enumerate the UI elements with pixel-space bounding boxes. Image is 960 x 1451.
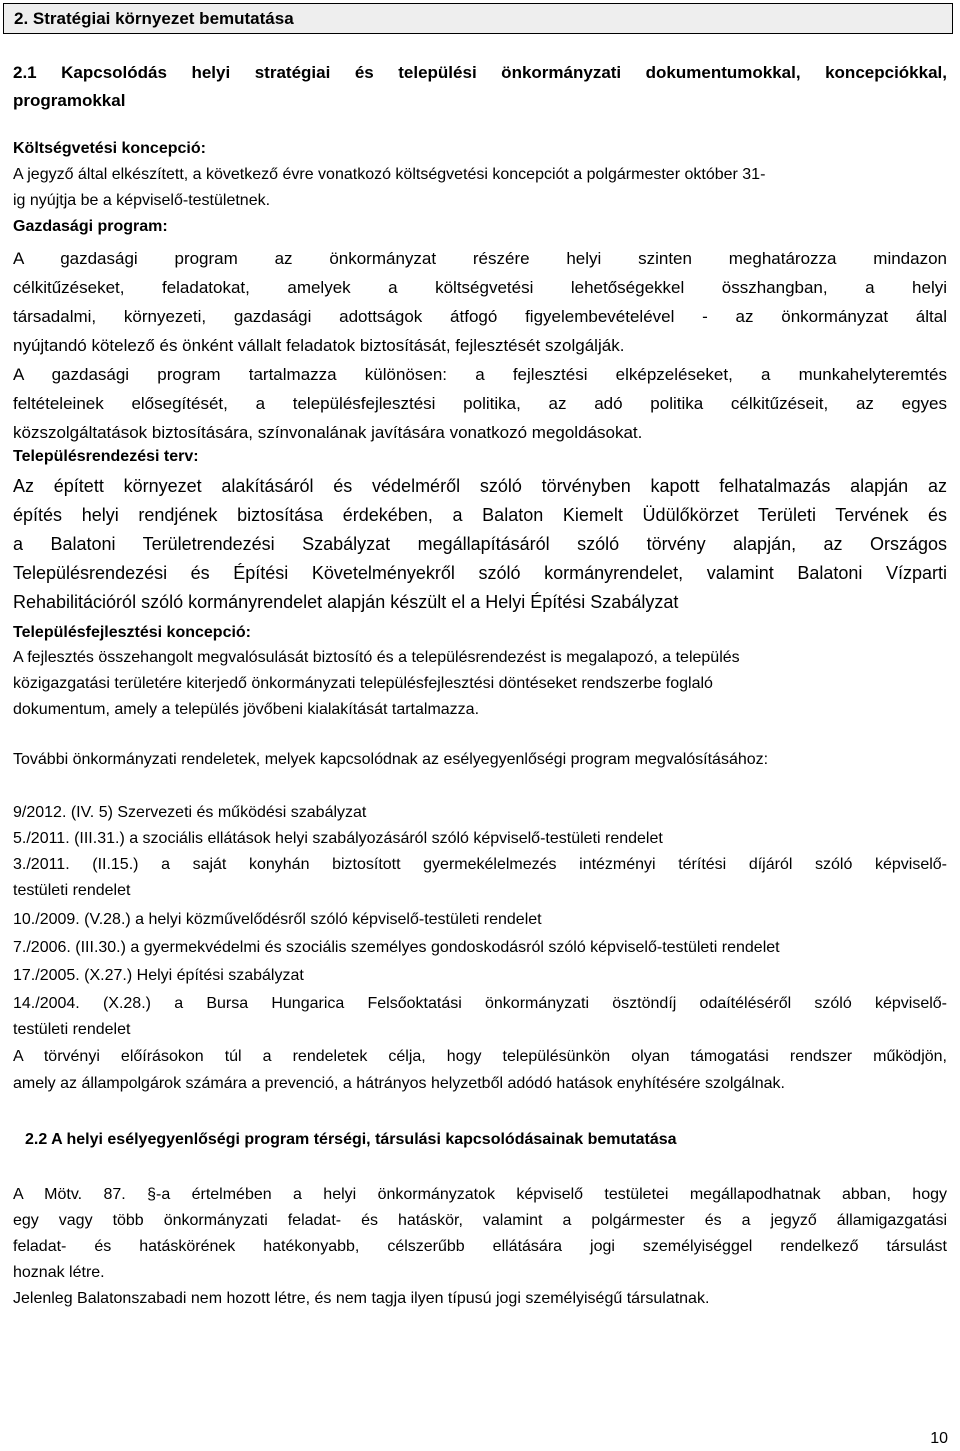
gazdasagi-p2-line1: A gazdasági program tartalmazza különösen: a fejlesztési elképzeléseket, a munkahelyteremtés <box>13 365 947 384</box>
section-2-1-heading-line2: programokkal <box>13 91 126 110</box>
main-heading: 2. Stratégiai környezet bemutatása <box>14 9 294 28</box>
gazdasagi-p1-line3: társadalmi, környezeti, gazdasági adottságok átfogó figyelembevételével - az önkormányzat által <box>13 307 947 326</box>
section-2-2-line5: Jelenleg Balatonszabadi nem hozott létre, és nem tagja ilyen típusú jogi személyiségű társulatnak. <box>13 1290 710 1307</box>
rendeletek-intro: További önkormányzati rendeletek, melyek kapcsolódnak az esélyegyenlőségi program megvalósításához: <box>13 751 769 768</box>
section-2-2-line4: hoznak létre. <box>13 1264 105 1281</box>
gazdasagi-p2-line2: feltételeinek elősegítését, a településfejlesztési politika, az adó politika célkitűzéseit, az egyes <box>13 394 947 413</box>
rendelet-item: 10./2009. (V.28.) a helyi közművelődésről szóló képviselő-testületi rendelet <box>13 911 542 928</box>
rendelet-item: 3./2011. (II.15.) a saját konyhán biztosított gyermekélelmezés intézményi térítési díjáról szóló képviselő- <box>13 856 947 873</box>
main-heading-bar <box>3 3 953 34</box>
rendelet-item-continued: testületi rendelet <box>13 882 131 899</box>
section-2-2-heading: 2.2 A helyi esélyegyenlőségi program térségi, társulási kapcsolódásainak bemutatása <box>25 1131 677 1148</box>
gazdasagi-p1-line2: célkitűzéseket, feladatokat, amelyek a költségvetési lehetőségekkel összhangban, a helyi <box>13 278 947 297</box>
rendelet-item: 5./2011. (III.31.) a szociális ellátások helyi szabályozásáról szóló képviselő-testületi rendelet <box>13 830 663 847</box>
koltsegvetesi-line2: ig nyújtja be a képviselő-testületnek. <box>13 192 271 209</box>
gazdasagi-p1-line4: nyújtandó kötelező és önként vállalt feladatok biztosítását, fejlesztését szolgálják. <box>13 336 625 355</box>
rendelet-item: 7./2006. (III.30.) a gyermekvédelmi és szociális személyes gondoskodásról szóló képviselő-testületi rendelet <box>13 939 780 956</box>
section-2-2-line1: A Mötv. 87. §-a értelmében a helyi önkormányzatok képviselő testületei megállapodhatnak abban, hogy <box>13 1186 947 1203</box>
rendezesi-line1: Az épített környezet alakításáról és védelméről szóló törvényben kapott felhatalmazás alapján az <box>13 476 947 496</box>
section-2-2-line2: egy vagy több önkormányzati feladat- és hatáskör, valamint a polgármester és a jegyző államigazgatási <box>13 1212 947 1229</box>
rendezesi-line4: Településrendezési és Építési Követelményekről szóló kormányrendelet, valamint Balatoni Vízparti <box>13 563 947 583</box>
rendeletek-closing-line1: A törvényi előírásokon túl a rendeletek célja, hogy településünkön olyan támogatási rendszer működjön, <box>13 1048 947 1065</box>
rendezesi-line2: építés helyi rendjének biztosítása érdekében, a Balaton Kiemelt Üdülőkörzet Területi Tervének és <box>13 505 947 525</box>
fejlesztesi-line1: A fejlesztés összehangolt megvalósulását biztosító és a településrendezést is megalapozó, a település <box>13 649 740 666</box>
fejlesztesi-line3: dokumentum, amely a település jövőbeni kialakítását tartalmazza. <box>13 701 480 718</box>
rendeletek-closing-line2: amely az állampolgárok számára a prevenció, a hátrányos helyzetből adódó hatások enyhítésére szolgálnak. <box>13 1075 785 1092</box>
gazdasagi-p1-line1: A gazdasági program az önkormányzat részére helyi szinten meghatározza mindazon <box>13 249 947 268</box>
rendelet-item: 17./2005. (X.27.) Helyi építési szabályzat <box>13 967 304 984</box>
rendelet-item-continued: testületi rendelet <box>13 1021 131 1038</box>
rendezesi-line5: Rehabilitációról szóló kormányrendelet alapján készült el a Helyi Építési Szabályzat <box>13 592 679 612</box>
gazdasagi-p2-line3: közszolgáltatások biztosítására, színvonalának javítására vonatkozó megoldásokat. <box>13 423 643 442</box>
gazdasagi-title: Gazdasági program: <box>13 218 168 235</box>
section-2-2-line3: feladat- és hatáskörének hatékonyabb, célszerűbb ellátására jogi személyiséggel rendelkező társulást <box>13 1238 947 1255</box>
fejlesztesi-title: Településfejlesztési koncepció: <box>13 624 252 641</box>
fejlesztesi-line2: közigazgatási területére kiterjedő önkormányzati településfejlesztési döntéseket rendszerbe foglaló <box>13 675 713 692</box>
koltsegvetesi-title: Költségvetési koncepció: <box>13 140 206 157</box>
rendelet-item: 9/2012. (IV. 5) Szervezeti és működési szabályzat <box>13 804 367 821</box>
rendelet-item: 14./2004. (X.28.) a Bursa Hungarica Felsőoktatási önkormányzati ösztöndíj odaítéléséről szóló képviselő- <box>13 995 947 1012</box>
rendezesi-line3: a Balatoni Területrendezési Szabályzat megállapításáról szóló törvény alapján, az Országos <box>13 534 947 554</box>
page-number: 10 <box>930 1430 948 1447</box>
koltsegvetesi-line1: A jegyző által elkészített, a következő évre vonatkozó költségvetési koncepciót a polgármester október 31- <box>13 166 766 183</box>
section-2-1-heading-line1: 2.1 Kapcsolódás helyi stratégiai és települési önkormányzati dokumentumokkal, koncepciókkal, <box>13 63 947 82</box>
rendezesi-title: Településrendezési terv: <box>13 448 199 465</box>
